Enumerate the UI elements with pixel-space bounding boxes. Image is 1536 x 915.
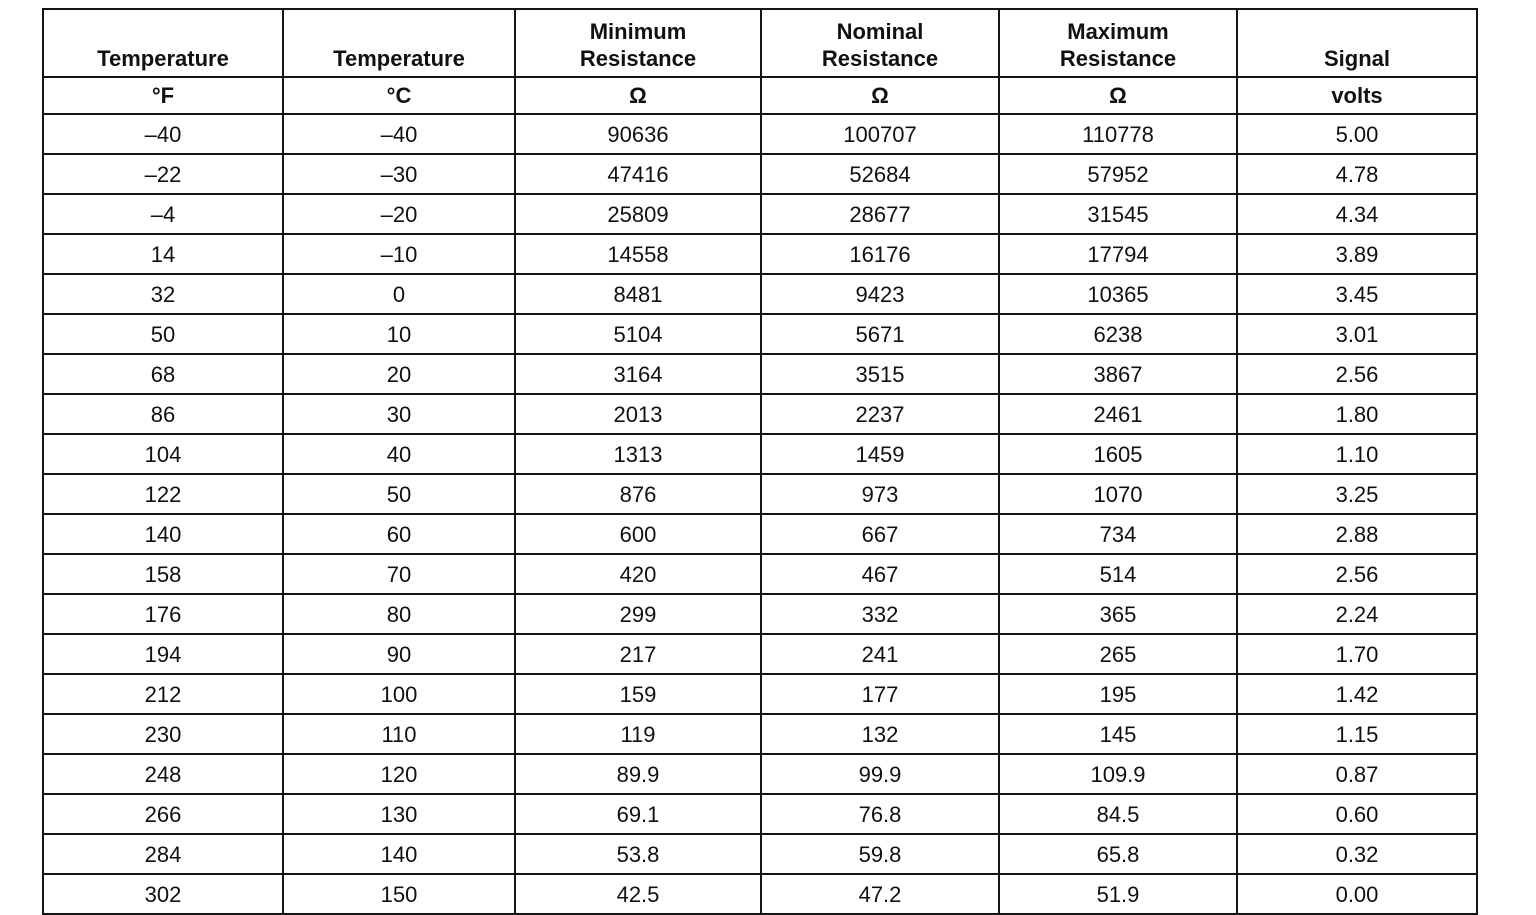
temp-f-cell: –4 [43, 194, 283, 234]
max-resistance-cell: 2461 [999, 394, 1237, 434]
header-temperature-c: Temperature [283, 9, 515, 77]
unit-ohm-minimum: Ω [515, 77, 761, 114]
temp-f-cell: 302 [43, 874, 283, 914]
signal-volts-cell: 1.80 [1237, 394, 1477, 434]
table-row [43, 394, 1477, 434]
temp-c-cell: –30 [283, 154, 515, 194]
table-row [43, 874, 1477, 914]
temp-f-cell: 212 [43, 674, 283, 714]
table-row [43, 314, 1477, 354]
max-resistance-cell: 365 [999, 594, 1237, 634]
signal-volts-cell: 2.88 [1237, 514, 1477, 554]
max-resistance-cell: 145 [999, 714, 1237, 754]
nominal-resistance-cell: 9423 [761, 274, 999, 314]
nominal-resistance-cell: 99.9 [761, 754, 999, 794]
max-resistance-cell: 265 [999, 634, 1237, 674]
min-resistance-cell: 119 [515, 714, 761, 754]
table-row [43, 714, 1477, 754]
temp-c-cell: 80 [283, 594, 515, 634]
max-resistance-cell: 17794 [999, 234, 1237, 274]
resistance-table-container [42, 8, 1476, 915]
table-row [43, 834, 1477, 874]
min-resistance-cell: 420 [515, 554, 761, 594]
table-row [43, 514, 1477, 554]
min-resistance-cell: 69.1 [515, 794, 761, 834]
signal-volts-cell: 0.00 [1237, 874, 1477, 914]
unit-ohm-nominal: Ω [761, 77, 999, 114]
temp-c-cell: 60 [283, 514, 515, 554]
min-resistance-cell: 47416 [515, 154, 761, 194]
header-nominal-resistance: Nominal Resistance [761, 9, 999, 77]
signal-volts-cell: 3.45 [1237, 274, 1477, 314]
max-resistance-cell: 1605 [999, 434, 1237, 474]
table-row [43, 594, 1477, 634]
min-resistance-cell: 3164 [515, 354, 761, 394]
table-row [43, 154, 1477, 194]
nominal-resistance-cell: 467 [761, 554, 999, 594]
unit-volts: volts [1237, 77, 1477, 114]
temp-f-cell: 68 [43, 354, 283, 394]
signal-volts-cell: 3.25 [1237, 474, 1477, 514]
table-row [43, 634, 1477, 674]
temp-c-cell: 90 [283, 634, 515, 674]
temp-c-cell: 0 [283, 274, 515, 314]
signal-volts-cell: 5.00 [1237, 114, 1477, 154]
table-row [43, 434, 1477, 474]
max-resistance-cell: 57952 [999, 154, 1237, 194]
table-row [43, 234, 1477, 274]
max-resistance-cell: 514 [999, 554, 1237, 594]
temp-f-cell: 284 [43, 834, 283, 874]
table-row [43, 354, 1477, 394]
temp-f-cell: 158 [43, 554, 283, 594]
temp-c-cell: 100 [283, 674, 515, 714]
temp-c-cell: 70 [283, 554, 515, 594]
table-row [43, 674, 1477, 714]
min-resistance-cell: 14558 [515, 234, 761, 274]
signal-volts-cell: 0.60 [1237, 794, 1477, 834]
nominal-resistance-cell: 241 [761, 634, 999, 674]
header-minimum-resistance: Minimum Resistance [515, 9, 761, 77]
max-resistance-cell: 109.9 [999, 754, 1237, 794]
min-resistance-cell: 42.5 [515, 874, 761, 914]
signal-volts-cell: 0.87 [1237, 754, 1477, 794]
min-resistance-cell: 90636 [515, 114, 761, 154]
signal-volts-cell: 1.15 [1237, 714, 1477, 754]
min-resistance-cell: 1313 [515, 434, 761, 474]
temp-c-cell: 20 [283, 354, 515, 394]
min-resistance-cell: 217 [515, 634, 761, 674]
max-resistance-cell: 84.5 [999, 794, 1237, 834]
signal-volts-cell: 0.32 [1237, 834, 1477, 874]
max-resistance-cell: 6238 [999, 314, 1237, 354]
nominal-resistance-cell: 16176 [761, 234, 999, 274]
temp-c-cell: 50 [283, 474, 515, 514]
max-resistance-cell: 51.9 [999, 874, 1237, 914]
table-row [43, 554, 1477, 594]
signal-volts-cell: 1.70 [1237, 634, 1477, 674]
temp-f-cell: 266 [43, 794, 283, 834]
table-row [43, 274, 1477, 314]
table-row [43, 194, 1477, 234]
min-resistance-cell: 2013 [515, 394, 761, 434]
header-maximum-resistance: Maximum Resistance [999, 9, 1237, 77]
signal-volts-cell: 1.42 [1237, 674, 1477, 714]
max-resistance-cell: 31545 [999, 194, 1237, 234]
nominal-resistance-cell: 76.8 [761, 794, 999, 834]
max-resistance-cell: 734 [999, 514, 1237, 554]
nominal-resistance-cell: 5671 [761, 314, 999, 354]
signal-volts-cell: 3.01 [1237, 314, 1477, 354]
nominal-resistance-cell: 1459 [761, 434, 999, 474]
table-body [43, 114, 1477, 914]
header-signal: Signal [1237, 9, 1477, 77]
nominal-resistance-cell: 2237 [761, 394, 999, 434]
max-resistance-cell: 1070 [999, 474, 1237, 514]
temp-c-cell: 130 [283, 794, 515, 834]
min-resistance-cell: 600 [515, 514, 761, 554]
temp-f-cell: 50 [43, 314, 283, 354]
temp-f-cell: –22 [43, 154, 283, 194]
nominal-resistance-cell: 332 [761, 594, 999, 634]
units-row [43, 77, 1477, 114]
signal-volts-cell: 2.56 [1237, 554, 1477, 594]
table-row [43, 114, 1477, 154]
header-temperature-f: Temperature [43, 9, 283, 77]
temp-c-cell: 10 [283, 314, 515, 354]
temp-f-cell: 86 [43, 394, 283, 434]
temp-f-cell: 104 [43, 434, 283, 474]
temp-c-cell: 40 [283, 434, 515, 474]
max-resistance-cell: 10365 [999, 274, 1237, 314]
temp-f-cell: 32 [43, 274, 283, 314]
signal-volts-cell: 2.24 [1237, 594, 1477, 634]
min-resistance-cell: 876 [515, 474, 761, 514]
temp-c-cell: 120 [283, 754, 515, 794]
nominal-resistance-cell: 973 [761, 474, 999, 514]
temp-f-cell: 122 [43, 474, 283, 514]
signal-volts-cell: 1.10 [1237, 434, 1477, 474]
temp-f-cell: 230 [43, 714, 283, 754]
temp-c-cell: –40 [283, 114, 515, 154]
temp-c-cell: 30 [283, 394, 515, 434]
temp-f-cell: 176 [43, 594, 283, 634]
nominal-resistance-cell: 3515 [761, 354, 999, 394]
temp-f-cell: 140 [43, 514, 283, 554]
min-resistance-cell: 25809 [515, 194, 761, 234]
unit-ohm-maximum: Ω [999, 77, 1237, 114]
table-row [43, 754, 1477, 794]
unit-celsius: °C [283, 77, 515, 114]
signal-volts-cell: 2.56 [1237, 354, 1477, 394]
signal-volts-cell: 3.89 [1237, 234, 1477, 274]
max-resistance-cell: 65.8 [999, 834, 1237, 874]
max-resistance-cell: 195 [999, 674, 1237, 714]
nominal-resistance-cell: 177 [761, 674, 999, 714]
table-row [43, 794, 1477, 834]
min-resistance-cell: 8481 [515, 274, 761, 314]
temp-c-cell: –20 [283, 194, 515, 234]
temp-c-cell: –10 [283, 234, 515, 274]
min-resistance-cell: 5104 [515, 314, 761, 354]
nominal-resistance-cell: 132 [761, 714, 999, 754]
signal-volts-cell: 4.78 [1237, 154, 1477, 194]
nominal-resistance-cell: 28677 [761, 194, 999, 234]
min-resistance-cell: 159 [515, 674, 761, 714]
max-resistance-cell: 110778 [999, 114, 1237, 154]
nominal-resistance-cell: 100707 [761, 114, 999, 154]
temp-f-cell: –40 [43, 114, 283, 154]
min-resistance-cell: 89.9 [515, 754, 761, 794]
temp-c-cell: 150 [283, 874, 515, 914]
temp-f-cell: 248 [43, 754, 283, 794]
min-resistance-cell: 53.8 [515, 834, 761, 874]
temp-c-cell: 140 [283, 834, 515, 874]
nominal-resistance-cell: 52684 [761, 154, 999, 194]
nominal-resistance-cell: 667 [761, 514, 999, 554]
table-row [43, 474, 1477, 514]
nominal-resistance-cell: 47.2 [761, 874, 999, 914]
temp-c-cell: 110 [283, 714, 515, 754]
resistance-table [42, 8, 1478, 915]
temp-f-cell: 194 [43, 634, 283, 674]
nominal-resistance-cell: 59.8 [761, 834, 999, 874]
min-resistance-cell: 299 [515, 594, 761, 634]
unit-fahrenheit: °F [43, 77, 283, 114]
temp-f-cell: 14 [43, 234, 283, 274]
header-row [43, 9, 1477, 77]
max-resistance-cell: 3867 [999, 354, 1237, 394]
signal-volts-cell: 4.34 [1237, 194, 1477, 234]
